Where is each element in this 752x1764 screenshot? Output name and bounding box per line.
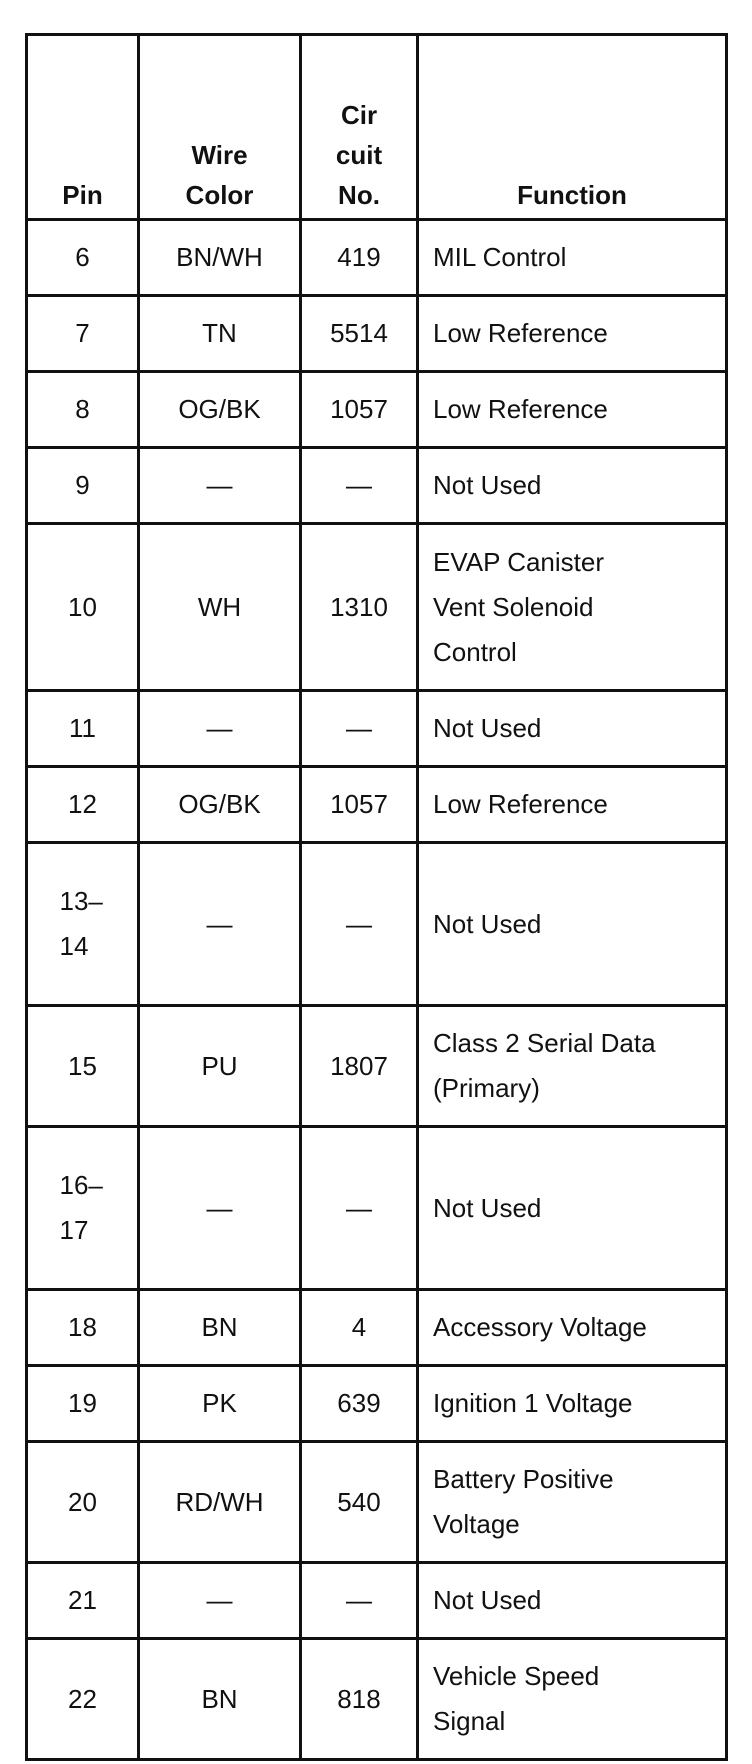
pin-cell: 15 [27,1006,139,1127]
circuit-no-cell: 1057 [301,767,418,843]
table-row [27,843,727,1006]
pin-cell: 8 [27,372,139,448]
circuit-no-cell: 818 [301,1639,418,1760]
header-pin: Pin [27,35,139,220]
function-cell: Battery Positive Voltage [418,1442,727,1563]
circuit-no-cell: 1807 [301,1006,418,1127]
table-row [27,1290,727,1366]
function-cell: Not Used [418,448,727,524]
circuit-no-cell: 5514 [301,296,418,372]
function-cell: MIL Control [418,220,727,296]
wire-color-cell: — [139,843,301,1006]
wire-color-cell: OG/BK [139,767,301,843]
function-cell: Not Used [418,691,727,767]
pin-cell: 19 [27,1366,139,1442]
circuit-no-cell: — [301,1127,418,1290]
function-cell: Low Reference [418,372,727,448]
wire-color-cell: — [139,448,301,524]
circuit-no-cell: 4 [301,1290,418,1366]
table-row [27,1366,727,1442]
table-row [27,767,727,843]
circuit-no-cell: 1057 [301,372,418,448]
table-row [27,1006,727,1127]
connector-pinout-table-container [25,33,728,1761]
wire-color-cell: PK [139,1366,301,1442]
pin-cell: 9 [27,448,139,524]
table-row [27,1639,727,1760]
header-function: Function [418,35,727,220]
wire-color-cell: TN [139,296,301,372]
function-cell: Not Used [418,1563,727,1639]
function-cell: Class 2 Serial Data (Primary) [418,1006,727,1127]
table-row [27,220,727,296]
pin-cell: 6 [27,220,139,296]
circuit-no-cell: — [301,448,418,524]
function-cell: EVAP Canister Vent Solenoid Control [418,524,727,691]
function-cell: Vehicle Speed Signal [418,1639,727,1760]
circuit-no-cell: — [301,843,418,1006]
pin-cell: 7 [27,296,139,372]
wire-color-cell: PU [139,1006,301,1127]
function-cell: Low Reference [418,296,727,372]
function-cell: Low Reference [418,767,727,843]
pin-cell: 20 [27,1442,139,1563]
wire-color-cell: OG/BK [139,372,301,448]
table-row [27,372,727,448]
function-cell: Not Used [418,1127,727,1290]
circuit-no-cell: 540 [301,1442,418,1563]
wire-color-cell: WH [139,524,301,691]
pin-cell: 22 [27,1639,139,1760]
wire-color-cell: — [139,1563,301,1639]
circuit-no-cell: 419 [301,220,418,296]
function-cell: Not Used [418,843,727,1006]
header-circuit-no: Cir cuit No. [301,35,418,220]
table-row [27,448,727,524]
table-row [27,296,727,372]
wire-color-cell: BN [139,1639,301,1760]
pin-cell: 18 [27,1290,139,1366]
wire-color-cell: — [139,691,301,767]
pin-cell: 13–14 [27,843,139,1006]
circuit-no-cell: — [301,1563,418,1639]
header-wire-color: Wire Color [139,35,301,220]
table-row [27,524,727,691]
wire-color-cell: BN/WH [139,220,301,296]
circuit-no-cell: 639 [301,1366,418,1442]
wire-color-cell: — [139,1127,301,1290]
table-row [27,1563,727,1639]
table-row [27,691,727,767]
function-cell: Accessory Voltage [418,1290,727,1366]
function-cell: Ignition 1 Voltage [418,1366,727,1442]
header-row [27,35,727,220]
pin-cell: 12 [27,767,139,843]
pin-cell: 21 [27,1563,139,1639]
table-row [27,1442,727,1563]
pin-cell: 11 [27,691,139,767]
wire-color-cell: BN [139,1290,301,1366]
circuit-no-cell: — [301,691,418,767]
table-row [27,1127,727,1290]
wire-color-cell: RD/WH [139,1442,301,1563]
circuit-no-cell: 1310 [301,524,418,691]
connector-pinout-table [25,33,728,1761]
pin-cell: 10 [27,524,139,691]
pin-cell: 16–17 [27,1127,139,1290]
